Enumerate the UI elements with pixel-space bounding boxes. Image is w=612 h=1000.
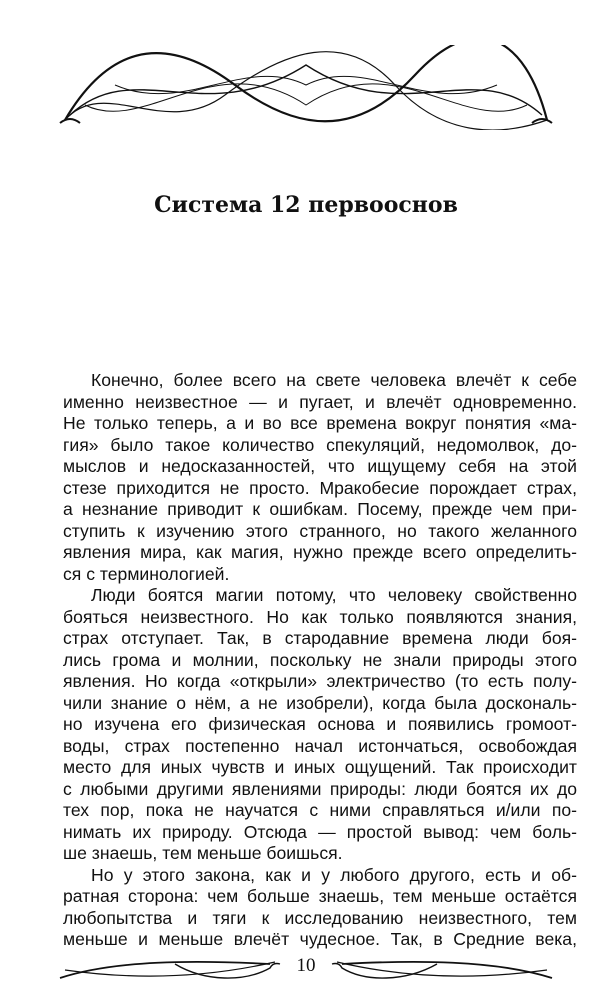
paragraph: [63, 585, 577, 865]
text-line: но изучена его физическая основа и появились громоот-: [63, 714, 577, 734]
text-line: явления. Но когда «открыли» электричество (то есть полу-: [63, 671, 577, 691]
text-line: воды, страх постепенно начал истончаться, освобождая: [63, 735, 577, 756]
text-line: ше знаешь, тем меньше боишься.: [63, 843, 343, 863]
text-line: бояться неизвестного. Но как только появляются знания,: [63, 606, 577, 627]
text-line: лись грома и молнии, поскольку не знали природы этого: [63, 649, 577, 670]
text-line: Не только теперь, а и во все времена вокруг понятия «ма-: [63, 413, 577, 433]
top-ornament: [55, 45, 557, 130]
text-line: а незнание приводит к ошибкам. Посему, прежде чем при-: [63, 499, 577, 519]
text-line: место для иных чувств и иных ощущений. Так происходит: [63, 757, 577, 777]
text-line: именно неизвестное — и пугает, и влечёт одновременно.: [63, 391, 577, 412]
body-text: [63, 370, 577, 951]
text-line: тех пор, пока не научатся с ними справляться и/или по-: [63, 800, 577, 820]
text-line: с любыми другими явлениями природы: люди боятся их до: [63, 778, 577, 799]
text-line: любопытства и тяги к исследованию неизвестного, тем: [63, 907, 577, 928]
page-number: 10: [296, 955, 316, 976]
text-line: страх отступает. Так, в стародавние времена люди боя-: [63, 628, 577, 648]
text-line: Люди боятся магии потому, что человеку свойственно: [91, 585, 577, 605]
text-line: чили знание о нём, а не изобрели), когда была доскональ-: [63, 692, 577, 713]
text-line: стезе приходится не просто. Мракобесие порождает страх,: [63, 477, 577, 498]
text-line: явления мира, как магия, нужно прежде всего определить-: [63, 542, 577, 562]
chapter-title: Система 12 первооснов: [154, 192, 458, 218]
text-line: ся с терминологией.: [63, 563, 230, 584]
text-line: Конечно, более всего на свете человека влечёт к себе: [91, 370, 577, 390]
text-line: нимать их природу. Отсюда — простой вывод: чем боль-: [63, 821, 577, 842]
paragraph: [63, 865, 577, 951]
text-line: ратная сторона: чем больше знаешь, тем меньше остаётся: [63, 886, 577, 906]
text-line: гия» было такое количество спекуляций, недомолвок, до-: [63, 434, 577, 455]
paragraph: [63, 370, 577, 585]
text-line: Но у этого закона, как и у любого другого, есть и об-: [91, 864, 577, 885]
text-line: мыслов и недосказанностей, что ищущему себя на этой: [63, 456, 577, 476]
text-line: меньше и меньше влечёт чудесное. Так, в Средние века,: [63, 929, 577, 949]
text-line: ступить к изучению этого странного, но такого желанного: [63, 520, 577, 541]
